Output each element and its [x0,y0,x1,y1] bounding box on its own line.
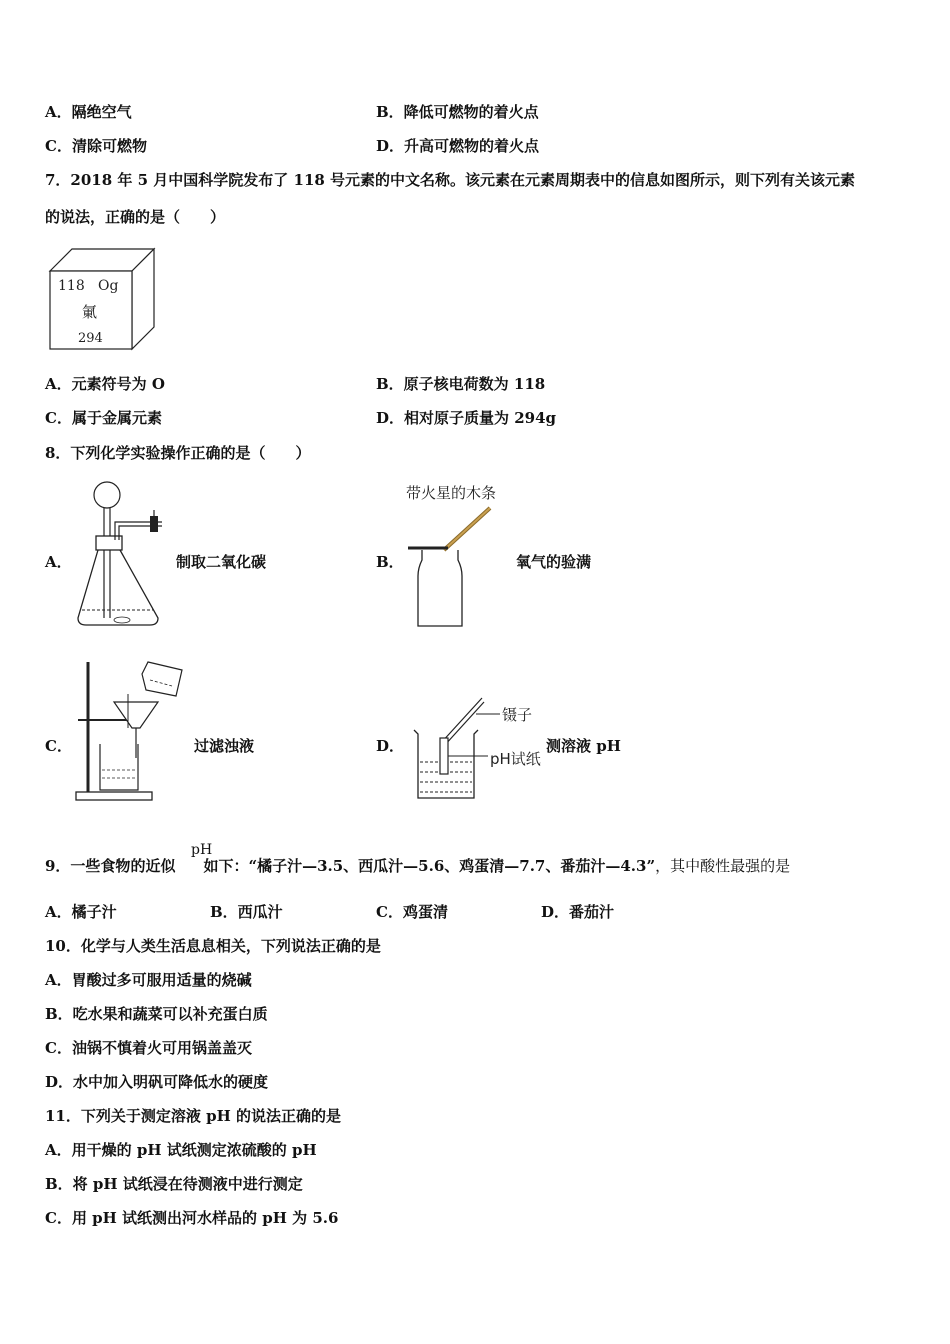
q9-option-d: D．番茄汁 [541,903,615,921]
tile-name: 氭 [82,303,98,321]
q6-option-c: C．清除可燃物 [45,137,147,155]
filtration-figure [72,658,194,806]
q8-b-letter: B． [376,553,404,571]
q8-c-caption: 过滤浊液 [194,737,255,755]
q7-option-b: B．原子核电荷数为 118 [376,375,546,393]
q7-option-c: C．属于金属元素 [45,409,162,427]
q8-a-caption: 制取二氧化碳 [176,553,267,571]
ph-test-figure [404,692,546,804]
q9-mid: 如下：“橘子汁—3.5、西瓜汁—5.6、鸡蛋清—7.7、番茄汁—4.3” [203,857,656,875]
tile-symbol: Og [98,278,119,294]
tweezers-label: 镊子 [502,706,533,724]
q7-option-a: A．元素符号为 O [45,375,165,393]
q11-option-b: B．将 pH 试纸浸在待测液中进行测定 [45,1175,303,1193]
q8-d-letter: D． [376,737,405,755]
q7-option-d: D．相对原子质量为 294g [376,409,557,427]
q6-option-d: D．升高可燃物的着火点 [376,137,540,155]
q8-d-caption: 测溶液 pH [546,737,621,755]
q6-option-a: A．隔绝空气 [45,103,132,121]
q10-option-c: C．油锅不慎着火可用锅盖盖灭 [45,1039,252,1057]
q11-option-c: C．用 pH 试纸测出河水样品的 pH 为 5.6 [45,1209,339,1227]
q11-option-a: A．用干燥的 pH 试纸测定浓硫酸的 pH [45,1141,317,1159]
q8-c-letter: C． [45,737,72,755]
q11-stem: 11．下列关于测定溶液 pH 的说法正确的是 [45,1107,341,1125]
q10-option-a: A．胃酸过多可服用适量的烧碱 [45,971,252,989]
q9-stem [45,856,790,876]
ph-paper-label: pH试纸 [490,750,541,768]
co2-apparatus-figure [72,478,172,633]
q8-a-letter: A． [45,553,72,571]
q6-option-b: B．降低可燃物的着火点 [376,103,539,121]
q9-suffix: ，其中酸性最强的是 [655,857,791,875]
q10-option-b: B．吃水果和蔬菜可以补充蛋白质 [45,1005,268,1023]
q9-option-a: A．橘子汁 [45,903,117,921]
q9-ph-symbol: pH [191,842,213,858]
glowing-splint-label: 带火星的木条 [406,484,497,502]
q10-option-d: D．水中加入明矾可降低水的硬度 [45,1073,269,1091]
tile-mass: 294 [78,331,103,346]
oxygen-test-figure [404,480,524,635]
q9-prefix: 9．一些食物的近似 [45,857,176,875]
q8-b-caption: 氧气的验满 [516,553,592,571]
q10-stem: 10．化学与人类生活息息相关，下列说法正确的是 [45,937,381,955]
q7-stem-line2: 的说法，正确的是（ ） [45,208,226,226]
q7-stem-line1: 7．2018 年 5 月中国科学院发布了 118 号元素的中文名称。该元素在元素周期表中的信息如图所示，则下列有关该元素 [45,171,856,189]
element-tile-figure [46,245,158,353]
q9-option-c: C．鸡蛋清 [376,903,448,921]
q8-stem: 8．下列化学实验操作正确的是（ ） [45,444,311,462]
q9-option-b: B．西瓜汁 [210,903,283,921]
tile-atomic-number: 118 [58,278,85,294]
